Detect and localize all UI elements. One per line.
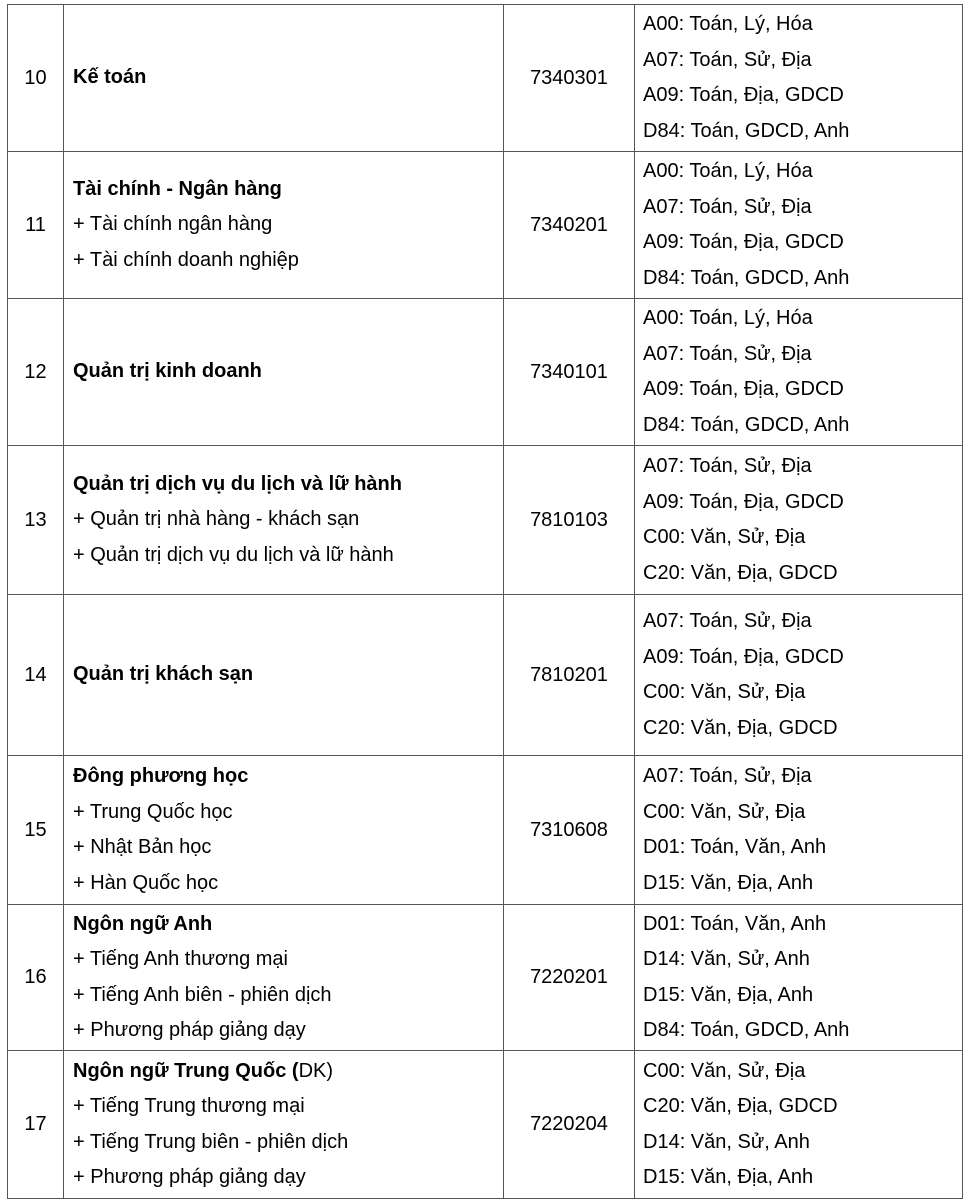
major-title-line xyxy=(73,354,503,390)
major-title: Ngôn ngữ Anh xyxy=(73,912,213,935)
major-name-cell xyxy=(64,446,504,595)
table-row xyxy=(8,5,963,152)
sub-major: + Phương pháp giảng dạy xyxy=(73,1019,306,1041)
major-code: 7340201 xyxy=(504,152,635,299)
subject-combination: D84: Toán, GDCD, Anh xyxy=(643,413,850,436)
subject-combination: C00: Văn, Sử, Địa xyxy=(643,526,806,548)
table-row xyxy=(8,152,963,299)
major-title: Ngôn ngữ Trung Quốc ( xyxy=(73,1059,299,1082)
subject-combinations-cell xyxy=(635,446,963,595)
subject-combination: D15: Văn, Địa, Anh xyxy=(643,1166,814,1188)
subject-combination: D14: Văn, Sử, Anh xyxy=(643,1130,810,1153)
major-title: Tài chính - Ngân hàng xyxy=(73,177,282,200)
subject-combination: D01: Toán, Văn, Anh xyxy=(643,836,827,858)
sub-major: + Tiếng Trung biên - phiên dịch xyxy=(73,1130,349,1153)
majors-table-body xyxy=(8,5,963,1199)
subject-combinations-cell xyxy=(635,905,963,1051)
subject-combination: A07: Toán, Sử, Địa xyxy=(643,610,812,632)
subject-combinations-cell xyxy=(635,595,963,756)
major-code: 7340301 xyxy=(504,5,635,152)
sub-major: + Tài chính ngân hàng xyxy=(73,213,273,236)
major-code: 7810201 xyxy=(504,595,635,756)
sub-major: + Trung Quốc học xyxy=(73,800,233,823)
table-row xyxy=(8,905,963,1051)
row-number: 13 xyxy=(8,446,64,595)
sub-major: + Quản trị nhà hàng - khách sạn xyxy=(73,508,360,531)
major-name-cell xyxy=(64,299,504,446)
sub-major: + Tài chính doanh nghiệp xyxy=(73,248,299,271)
subject-combination: A07: Toán, Sử, Địa xyxy=(643,48,812,71)
subject-combination: A07: Toán, Sử, Địa xyxy=(643,342,812,365)
subject-combination: D15: Văn, Địa, Anh xyxy=(643,983,814,1006)
subject-combination: A09: Toán, Địa, GDCD xyxy=(643,231,844,253)
major-name-cell xyxy=(64,5,504,152)
sub-major: + Tiếng Anh thương mại xyxy=(73,948,288,970)
table-row xyxy=(8,299,963,446)
major-title: Đông phương học xyxy=(73,765,249,787)
row-number: 10 xyxy=(8,5,64,152)
major-title-line xyxy=(73,1054,503,1090)
major-title-line xyxy=(73,172,503,208)
row-number: 14 xyxy=(8,595,64,756)
subject-combinations-cell xyxy=(635,152,963,299)
subject-combination: A09: Toán, Địa, GDCD xyxy=(643,84,844,106)
table-row xyxy=(8,1051,963,1199)
subject-combinations-cell xyxy=(635,1051,963,1199)
major-title-line xyxy=(73,657,503,693)
sub-major: + Quản trị dịch vụ du lịch và lữ hành xyxy=(73,543,394,566)
major-title-line xyxy=(73,467,503,503)
major-title: Quản trị khách sạn xyxy=(73,663,254,686)
subject-combination: A00: Toán, Lý, Hóa xyxy=(643,307,813,329)
subject-combination: A07: Toán, Sử, Địa xyxy=(643,765,812,787)
subject-combination: C20: Văn, Địa, GDCD xyxy=(643,716,838,739)
row-number: 11 xyxy=(8,152,64,299)
major-title-suffix: DK) xyxy=(298,1059,334,1082)
subject-combination: A07: Toán, Sử, Địa xyxy=(643,195,812,218)
major-name-cell xyxy=(64,905,504,1051)
subject-combination: D84: Toán, GDCD, Anh xyxy=(643,1019,850,1041)
subject-combination: D14: Văn, Sử, Anh xyxy=(643,948,810,970)
row-number: 12 xyxy=(8,299,64,446)
subject-combination: A09: Toán, Địa, GDCD xyxy=(643,645,844,668)
subject-combinations-cell xyxy=(635,299,963,446)
row-number: 16 xyxy=(8,905,64,1051)
subject-combination: D84: Toán, GDCD, Anh xyxy=(643,266,850,289)
subject-combination: C00: Văn, Sử, Địa xyxy=(643,681,806,703)
major-title-line xyxy=(73,759,503,795)
major-title: Kế toán xyxy=(73,66,147,89)
major-name-cell xyxy=(64,1051,504,1199)
major-code: 7340101 xyxy=(504,299,635,446)
subject-combination: C20: Văn, Địa, GDCD xyxy=(643,561,838,584)
major-name-cell xyxy=(64,595,504,756)
table-row xyxy=(8,446,963,595)
subject-combination: D84: Toán, GDCD, Anh xyxy=(643,119,850,142)
subject-combination: A00: Toán, Lý, Hóa xyxy=(643,160,813,182)
subject-combinations-cell xyxy=(635,5,963,152)
majors-table xyxy=(7,4,963,1199)
sub-major: + Nhật Bản học xyxy=(73,836,212,858)
sub-major: + Tiếng Anh biên - phiên dịch xyxy=(73,983,332,1006)
sub-major: + Hàn Quốc học xyxy=(73,871,219,894)
subject-combinations-cell xyxy=(635,756,963,905)
major-code: 7220204 xyxy=(504,1051,635,1199)
major-title-line xyxy=(73,60,503,96)
table-row xyxy=(8,756,963,905)
subject-combination: C00: Văn, Sử, Địa xyxy=(643,800,806,823)
major-code: 7310608 xyxy=(504,756,635,905)
major-title: Quản trị kinh doanh xyxy=(73,360,262,383)
subject-combination: A09: Toán, Địa, GDCD xyxy=(643,378,844,400)
major-code: 7810103 xyxy=(504,446,635,595)
subject-combination: A00: Toán, Lý, Hóa xyxy=(643,13,813,35)
major-title: Quản trị dịch vụ du lịch và lữ hành xyxy=(73,472,402,495)
major-name-cell xyxy=(64,756,504,905)
row-number: 15 xyxy=(8,756,64,905)
major-name-cell xyxy=(64,152,504,299)
subject-combination: C00: Văn, Sử, Địa xyxy=(643,1059,806,1082)
sub-major: + Phương pháp giảng dạy xyxy=(73,1166,306,1188)
subject-combination: D15: Văn, Địa, Anh xyxy=(643,871,814,894)
subject-combination: A09: Toán, Địa, GDCD xyxy=(643,490,844,513)
subject-combination: D01: Toán, Văn, Anh xyxy=(643,912,827,935)
subject-combination: C20: Văn, Địa, GDCD xyxy=(643,1095,838,1117)
row-number: 17 xyxy=(8,1051,64,1199)
subject-combination: A07: Toán, Sử, Địa xyxy=(643,455,812,477)
sub-major: + Tiếng Trung thương mại xyxy=(73,1095,305,1117)
major-code: 7220201 xyxy=(504,905,635,1051)
table-row xyxy=(8,595,963,756)
major-title-line xyxy=(73,907,503,943)
